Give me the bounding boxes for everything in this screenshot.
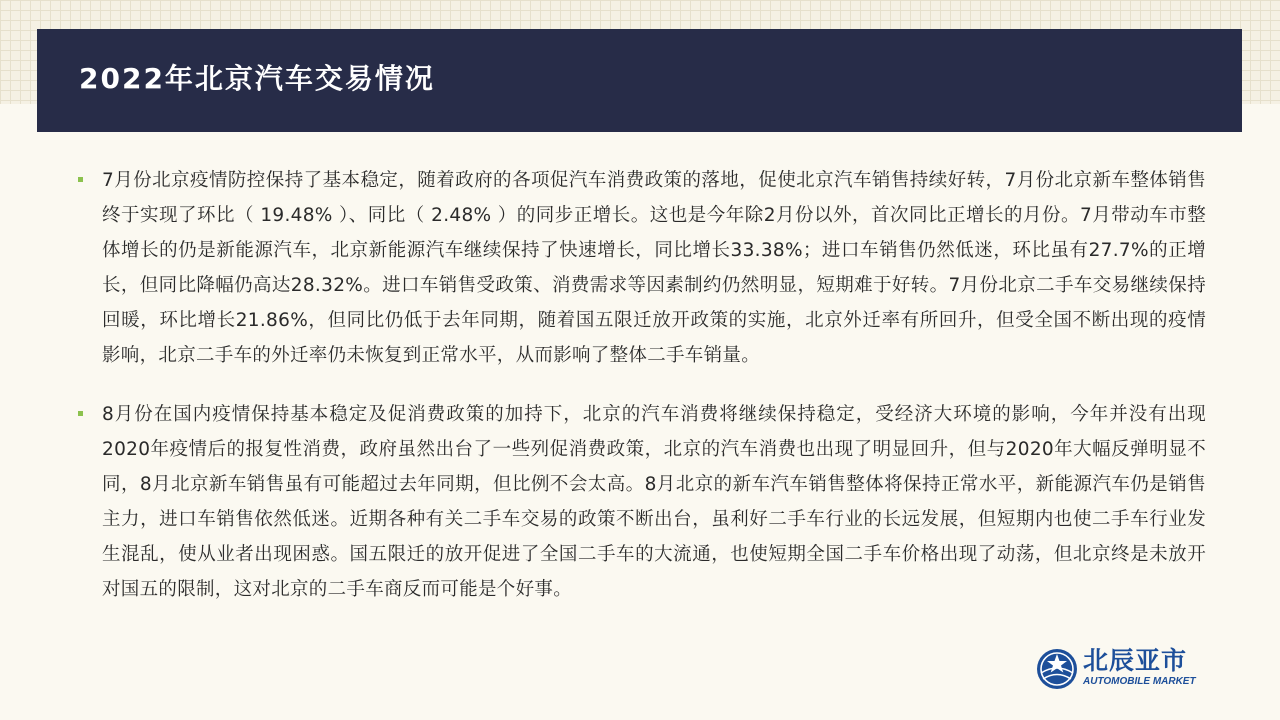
content-area	[76, 163, 1206, 607]
bullet-paragraph	[76, 163, 1206, 373]
company-logo	[1036, 646, 1216, 692]
globe-star-icon	[1036, 648, 1078, 690]
bullet-text: 8月份在国内疫情保持基本稳定及促消费政策的加持下，北京的汽车消费将继续保持稳定，受经济大环境的影响，今年并没有出现2020年疫情后的报复性消费，政府虽然出台了一些列促消费政策，北京的汽车消费也出现了明显回升，但与2020年大幅反弹明显不同，8月北京新车销售虽有可能超过去年同期，但比例不会太高。8月北京的新车汽车销售整体将保持正常水平，新能源汽车仍是销售主力，进口车销售依然低迷。近期各种有关二手车交易的政策不断出台，虽利好二手车行业的长远发展，但短期内也使二手车行业发生混乱，使从业者出现困惑。国五限迁的放开促进了全国二手车的大流通，也使短期全国二手车价格出现了动荡，但北京终是未放开对国五的限制，这对北京的二手车商反而可能是个好事。	[102, 404, 1206, 600]
logo-english-name: AUTOMOBILE MARKET	[1083, 676, 1196, 687]
bullet-square-icon	[78, 411, 83, 416]
logo-chinese-name: 北辰亚市	[1083, 646, 1188, 675]
bullet-text: 7月份北京疫情防控保持了基本稳定，随着政府的各项促汽车消费政策的落地，促使北京汽车销售持续好转，7月份北京新车整体销售终于实现了环比（ 19.48% ）、同比（ 2.48% ）的同步正增长。这也是今年除2月份以外，首次同比正增长的月份。7月带动车市整体增长的仍是新能源汽车，北京新能源汽车继续保持了快速增长，同比增长33.38%；进口车销售仍然低迷，环比虽有27.7%的正增长，但同比降幅仍高达28.32%。进口车销售受政策、消费需求等因素制约仍然明显，短期难于好转。7月份北京二手车交易继续保持回暖，环比增长21.86%，但同比仍低于去年同期，随着国五限迁放开政策的实施，北京外迁率有所回升，但受全国不断出现的疫情影响，北京二手车的外迁率仍未恢复到正常水平，从而影响了整体二手车销量。	[102, 170, 1206, 366]
title-banner	[37, 29, 1242, 132]
page-title: 2022年北京汽车交易情况	[79, 62, 435, 95]
bullet-square-icon	[78, 177, 83, 182]
bullet-paragraph	[76, 397, 1206, 607]
